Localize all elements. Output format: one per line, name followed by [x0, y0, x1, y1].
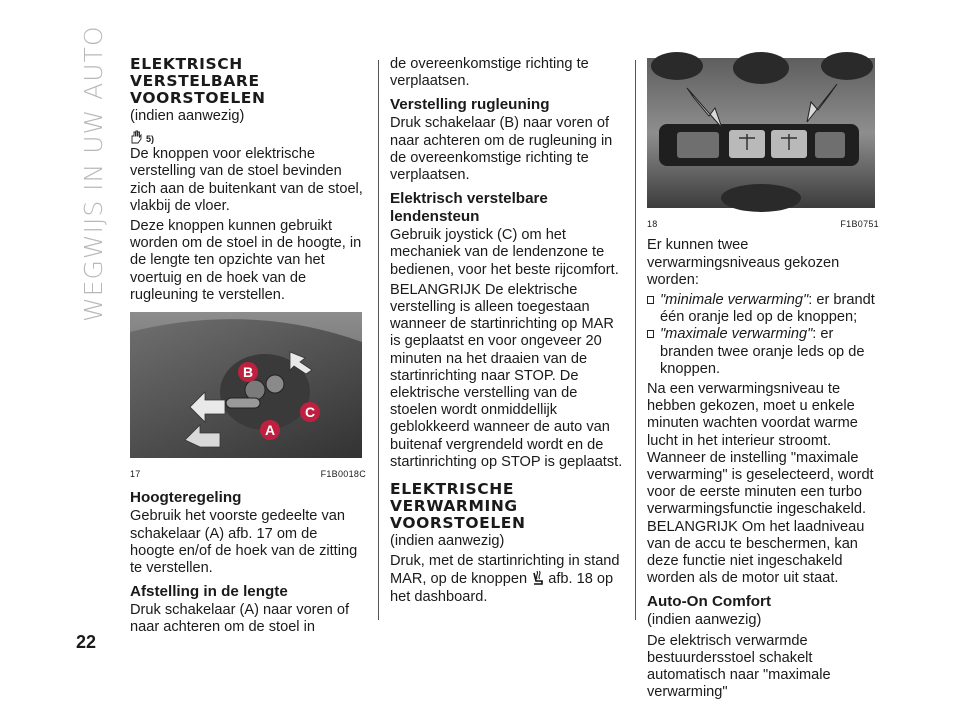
figure-label-a: A	[264, 422, 276, 439]
paragraph-text: afb. 18 op het dashboard.	[390, 571, 614, 605]
column-separator	[378, 60, 379, 620]
page-number: 22	[76, 632, 97, 652]
figure-18	[647, 58, 879, 233]
figure-number: 18	[647, 219, 658, 230]
optional-note: (indien aanwezig)	[390, 533, 505, 550]
section-heading: ELEKTRISCHE VERWARMING VOORSTOELEN	[390, 480, 526, 533]
paragraph: BELANGRIJK De elektrische verstelling is alleen toegestaan wanneer de startinrichting op MAR is geplaatst en voor ongeveer 20 minuten na het draaien van de startinrichting naar STOP. De elektrische verstelling van de stoelen wordt onmiddellijk geblokkeerd wanneer de auto van buitenaf vergrendeld wordt en de startinrichting op STOP is geplaatst.	[390, 281, 623, 470]
list-item-term: "minimale verwarming"	[660, 292, 809, 309]
paragraph: De elektrisch verwarmde bestuurdersstoel schakelt automatisch naar "maximale verwarming"	[647, 632, 831, 701]
subheading: Afstelling in de lengte	[130, 583, 288, 601]
figure-label-b: B	[242, 364, 254, 381]
list-item	[647, 326, 879, 378]
warning-reference	[130, 126, 366, 144]
paragraph: de overeenkomstige richting te verplaatsen.	[390, 56, 589, 90]
heated-seat-icon	[531, 570, 544, 585]
column-2	[390, 56, 626, 609]
paragraph: Deze knoppen kunnen gebruikt worden om de stoel in de hoogte, in de lengte ten opzichte van het voertuig en de hoek van de rugleuning te verstellen.	[130, 218, 362, 303]
paragraph: Na een verwarmingsniveau te hebben gekozen, moet u enkele minuten wachten voordat warme lucht in het interieur stroomt.	[647, 381, 858, 449]
paragraph: De knoppen voor elektrische verstelling van de stoel bevinden zich aan de buitenkant van de stoel, vlakbij de vloer.	[130, 146, 363, 214]
paragraph	[390, 553, 626, 606]
optional-note: (indien aanwezig)	[130, 108, 245, 124]
section-heading: ELEKTRISCH VERSTELBARE VOORSTOELEN	[130, 55, 266, 107]
figure-code: F1B0751	[840, 219, 879, 230]
paragraph-text: Druk, met de startinrichting in stand MAR, op de knoppen	[390, 553, 620, 588]
bullet-square-icon	[647, 330, 654, 338]
column-1	[130, 56, 366, 640]
dashboard-heat-buttons-photo	[647, 58, 875, 208]
figure-17	[130, 312, 366, 483]
warning-hand-icon	[130, 130, 142, 144]
figure-number: 17	[130, 469, 141, 480]
paragraph: Druk schakelaar (B) naar voren of naar achteren om de rugleuning in de overeenkomstige richting te verplaatsen.	[390, 115, 613, 184]
subheading: Verstelling rugleuning	[390, 96, 550, 114]
list-item	[647, 292, 879, 326]
figure-label-c: C	[304, 404, 316, 421]
column-3	[647, 56, 879, 704]
figure-code: F1B0018C	[320, 469, 366, 480]
seat-controls-photo	[130, 312, 362, 458]
bullet-square-icon	[647, 296, 654, 304]
paragraph: Druk schakelaar (A) naar voren of naar achteren om de stoel in	[130, 602, 349, 636]
chapter-side-title: WEGWIJS IN UW AUTO	[79, 25, 108, 322]
subheading: Elektrisch verstelbare lendensteun	[390, 190, 548, 226]
paragraph: Gebruik joystick (C) om het mechaniek van de lendenzone te bedienen, voor het beste rijcomfort.	[390, 227, 619, 278]
optional-note: (indien aanwezig)	[647, 612, 762, 629]
list-item-term: "maximale verwarming"	[660, 326, 813, 343]
column-separator	[635, 60, 636, 620]
subheading: Auto-On Comfort	[647, 593, 771, 611]
warning-number: 5)	[146, 134, 155, 145]
paragraph: BELANGRIJK Om het laadniveau van de accu te beschermen, kan deze functie niet ingeschakeld worden als de motor uit staat.	[647, 518, 865, 587]
paragraph: Er kunnen twee verwarmingsniveaus gekozen worden:	[647, 237, 840, 288]
paragraph: Gebruik het voorste gedeelte van schakelaar (A) afb. 17 om de hoogte en/of de hoek van de zitting te verstellen.	[130, 508, 358, 577]
list-item-text: : er branden twee oranje leds op de knoppen.	[660, 326, 865, 377]
paragraph: Wanneer de instelling "maximale verwarming" is geselecteerd, wordt voor de eerste minuten een turbo verwarmingsfunctie ingeschakeld.	[647, 449, 874, 518]
list-item-text: : er brandt één oranje led op de knoppen;	[660, 292, 875, 326]
subheading: Hoogteregeling	[130, 489, 242, 507]
